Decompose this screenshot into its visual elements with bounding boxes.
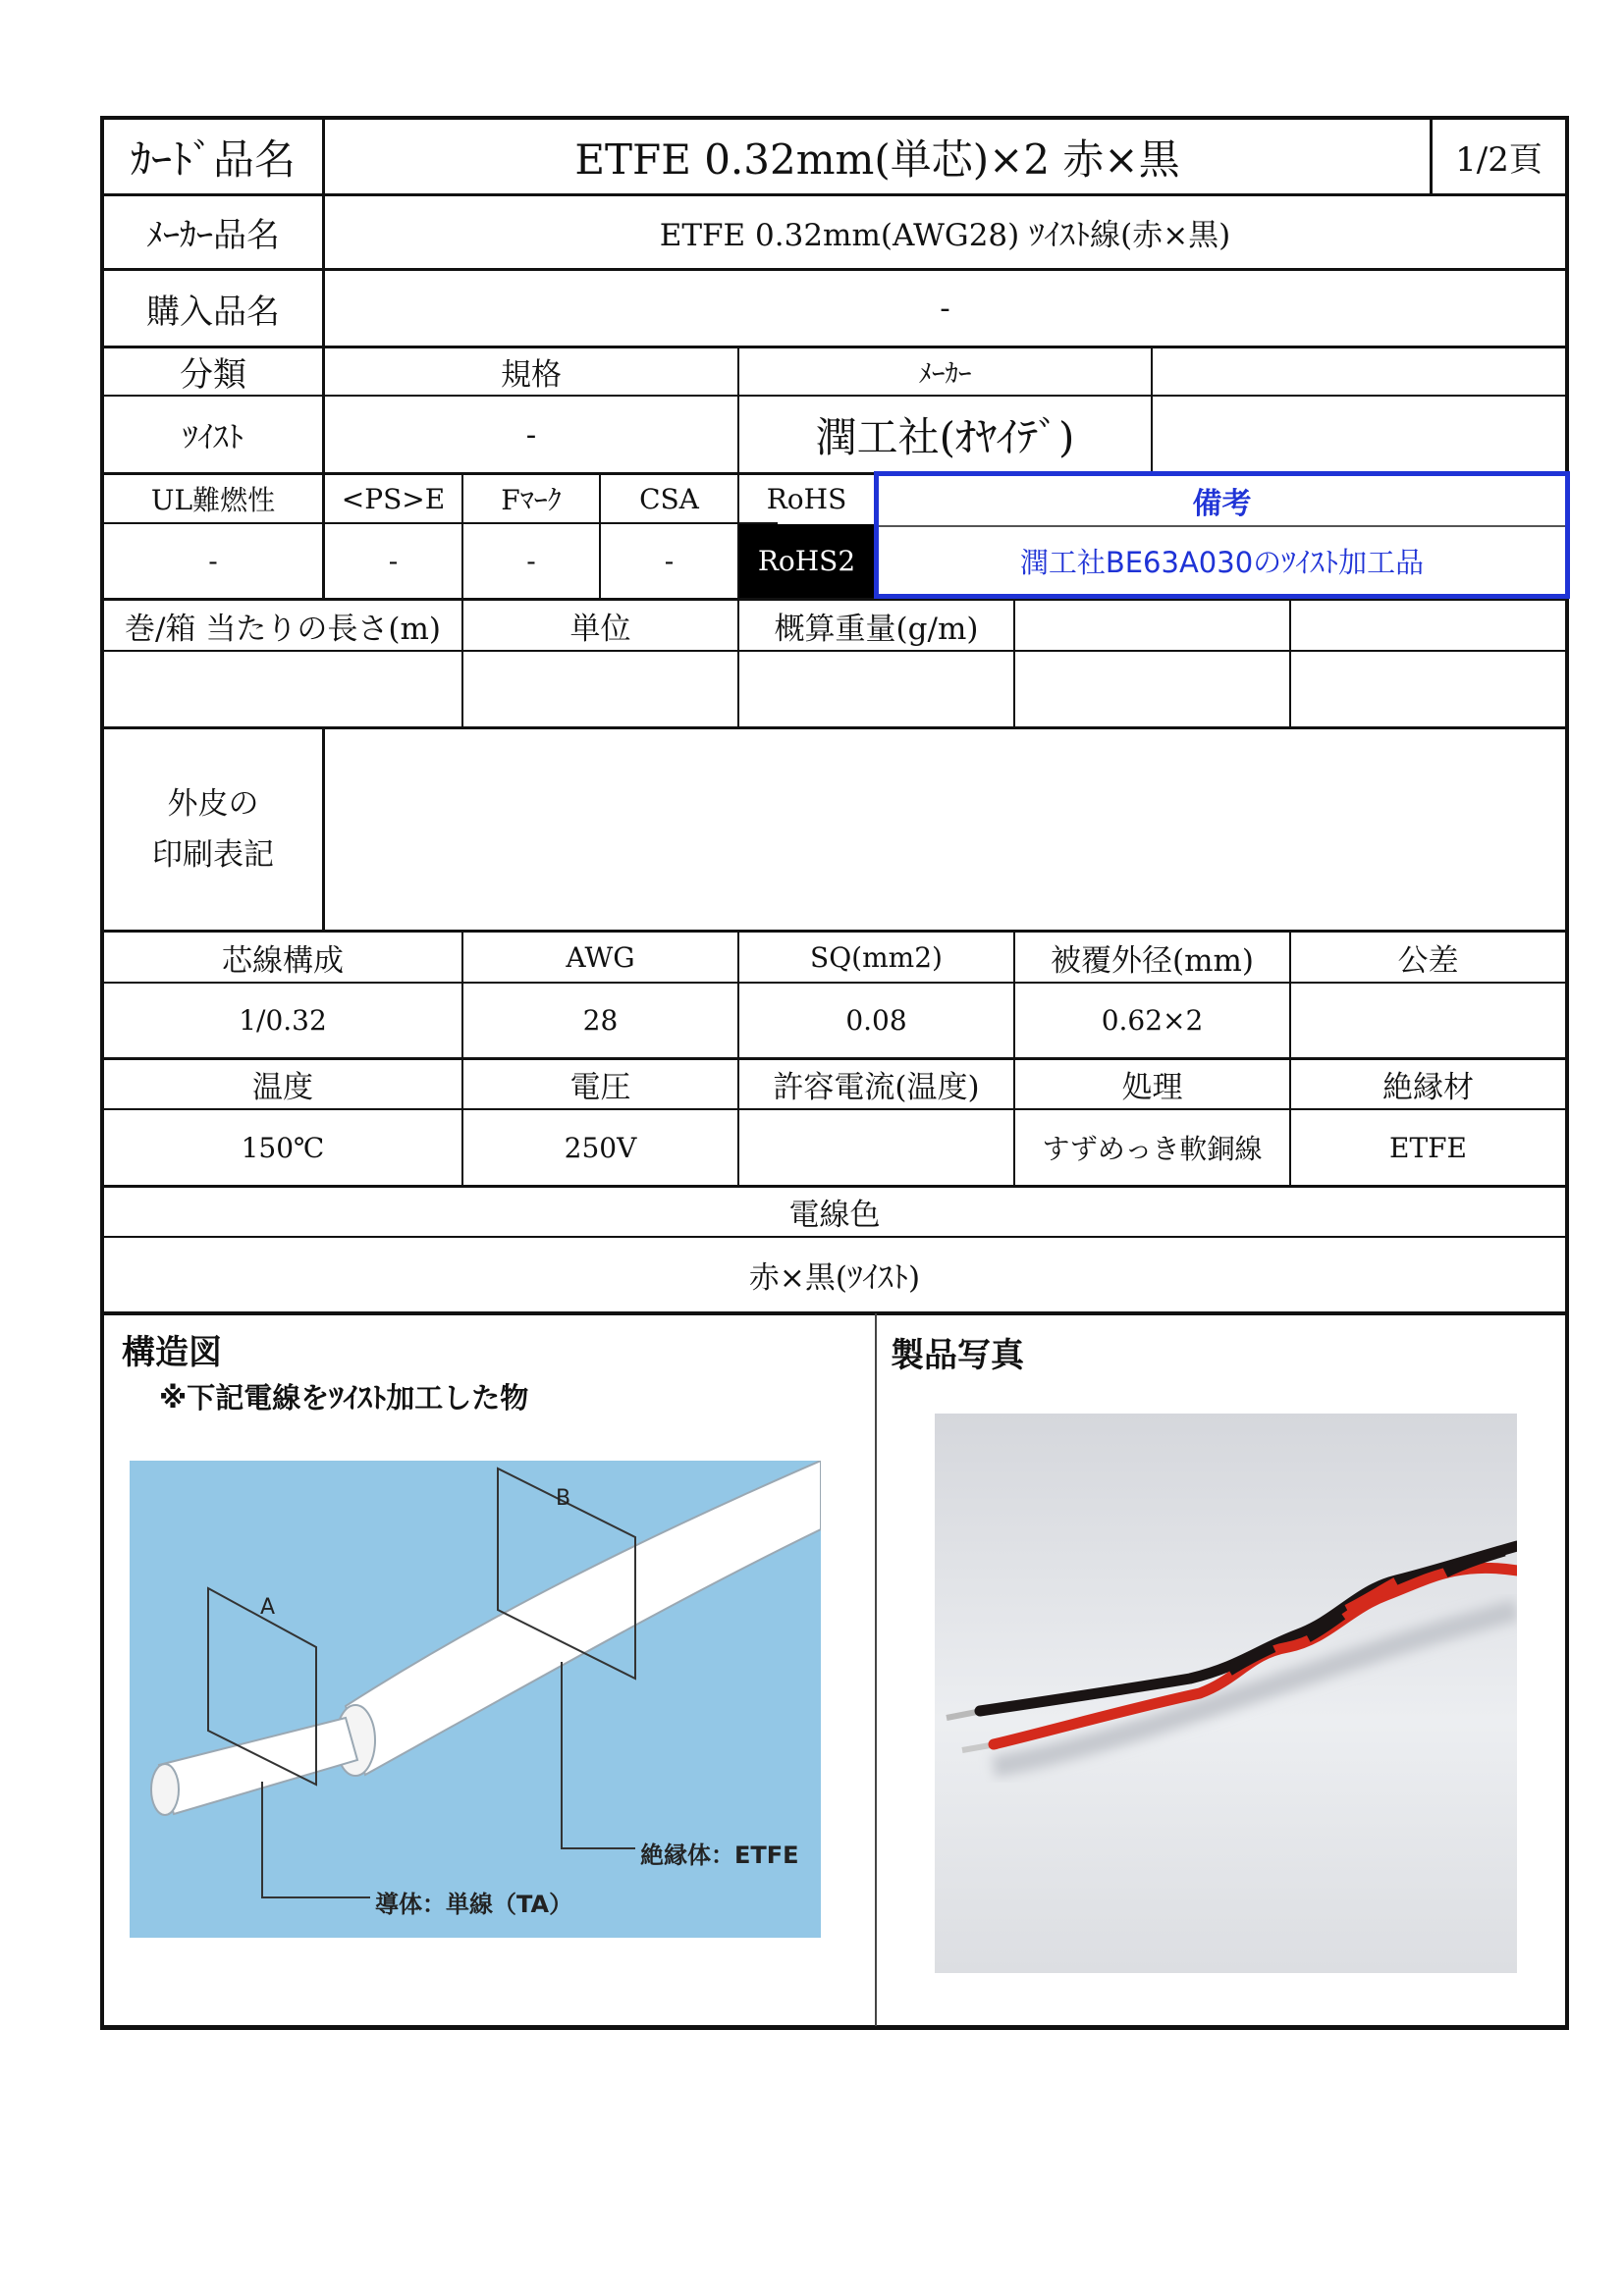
length-per-reel-value: [104, 652, 461, 726]
core-structure-value: 1/0.32: [239, 1004, 327, 1037]
wire-color-value: 赤×黒(ﾂｲｽﾄ): [748, 1260, 921, 1296]
purchase-name-label: 購入品名: [146, 292, 280, 332]
length-per-reel-header: 巻/箱 当たりの長さ(m): [125, 611, 441, 647]
vline: [1151, 347, 1153, 472]
maker-name-label: ﾒｰｶｰ品名: [146, 216, 280, 255]
insulation-value: ETFE: [1389, 1131, 1467, 1164]
awg-header: AWG: [566, 940, 635, 974]
photo-title: 製品写真: [891, 1336, 1024, 1375]
cert-header-ul: UL難燃性: [150, 484, 276, 516]
print-marking-value: [325, 729, 1565, 930]
tolerance-value: [1291, 984, 1565, 1057]
card-name-label: ｶｰﾄﾞ品名: [130, 134, 296, 184]
maker-value: 潤工社(ｵﾔｲﾃﾞ): [815, 412, 1075, 461]
vline: [875, 1313, 877, 2026]
border-right: [1565, 116, 1569, 2030]
unit-header: 単位: [569, 611, 631, 647]
purchase-name-value: -: [940, 291, 950, 326]
temperature-header: 温度: [252, 1070, 313, 1105]
insulator-label: 絶縁体：ETFE: [640, 1842, 799, 1869]
border-bottom: [100, 2025, 1569, 2030]
standard-value: -: [525, 416, 537, 453]
weight-value: [739, 652, 1013, 726]
print-marking-label-line2: 印刷表記: [152, 837, 274, 873]
treatment-header: 処理: [1121, 1070, 1183, 1105]
conductor-label: 導体：単線（TA）: [375, 1891, 573, 1918]
unit-value: [463, 652, 737, 726]
awg-value: 28: [582, 1004, 619, 1037]
packaging-value-extra-2: [1291, 652, 1565, 726]
category-header: 分類: [180, 355, 246, 395]
label-b: B: [556, 1486, 571, 1511]
card-name-value: ETFE 0.32mm(単芯)×2 赤×黒: [574, 134, 1180, 184]
maker-header: ﾒｰｶｰ: [918, 359, 972, 390]
weight-header: 概算重量(g/m): [774, 611, 979, 647]
voltage-header: 電圧: [569, 1070, 631, 1105]
spec-sheet: [100, 116, 1569, 2030]
packaging-header-extra-2: [1291, 601, 1565, 650]
print-marking-label-line1: 外皮の: [167, 786, 259, 822]
cert-value-pse: -: [388, 545, 399, 577]
cert-header-pse: <PS>E: [341, 482, 446, 515]
remarks-text: 潤工社BE63A030のﾂｲｽﾄ加工品: [1019, 545, 1425, 579]
standard-header: 規格: [501, 357, 562, 393]
treatment-value: すずめっき軟銅線: [1042, 1133, 1263, 1165]
allowable-current-value: [739, 1110, 1013, 1185]
cert-header-fmark: Fﾏｰｸ: [501, 484, 562, 516]
sq-value: 0.08: [845, 1004, 907, 1037]
cert-value-rohs: RoHS2: [739, 524, 874, 598]
structure-note: ※下記電線をﾂｲｽﾄ加工した物: [159, 1381, 529, 1415]
label-a: A: [260, 1595, 276, 1620]
hline: [100, 1311, 1569, 1315]
wire-color-label: 電線色: [788, 1198, 881, 1233]
remarks-title: 備考: [1192, 487, 1252, 521]
outer-diameter-header: 被覆外径(mm): [1051, 942, 1254, 979]
cert-value-ul: -: [208, 545, 218, 577]
cert-value-csa: -: [664, 545, 675, 577]
core-structure-header: 芯線構成: [222, 942, 344, 979]
insulation-header: 絶縁材: [1382, 1070, 1474, 1105]
structure-title: 構造図: [122, 1333, 222, 1372]
packaging-header-extra-1: [1015, 601, 1289, 650]
product-photo: [935, 1414, 1517, 1973]
temperature-value: 150℃: [241, 1131, 325, 1164]
allowable-current-header: 許容電流(温度): [773, 1070, 980, 1105]
cert-header-csa: CSA: [639, 482, 699, 515]
cert-value-fmark: -: [526, 545, 536, 577]
category-value: ﾂｲｽﾄ: [183, 420, 244, 455]
maker-name-value: ETFE 0.32mm(AWG28) ﾂｲｽﾄ線(赤×黒): [659, 218, 1231, 253]
conductor-end: [151, 1764, 179, 1815]
cert-header-rohs: RoHS: [766, 482, 847, 515]
page-number: 1/2頁: [1455, 140, 1543, 180]
print-marking-label: [104, 729, 322, 930]
tolerance-header: 公差: [1397, 942, 1459, 979]
packaging-value-extra-1: [1015, 652, 1289, 726]
sq-header: SQ(mm2): [810, 940, 943, 974]
outer-diameter-value: 0.62×2: [1101, 1004, 1204, 1037]
voltage-value: 250V: [564, 1131, 637, 1164]
